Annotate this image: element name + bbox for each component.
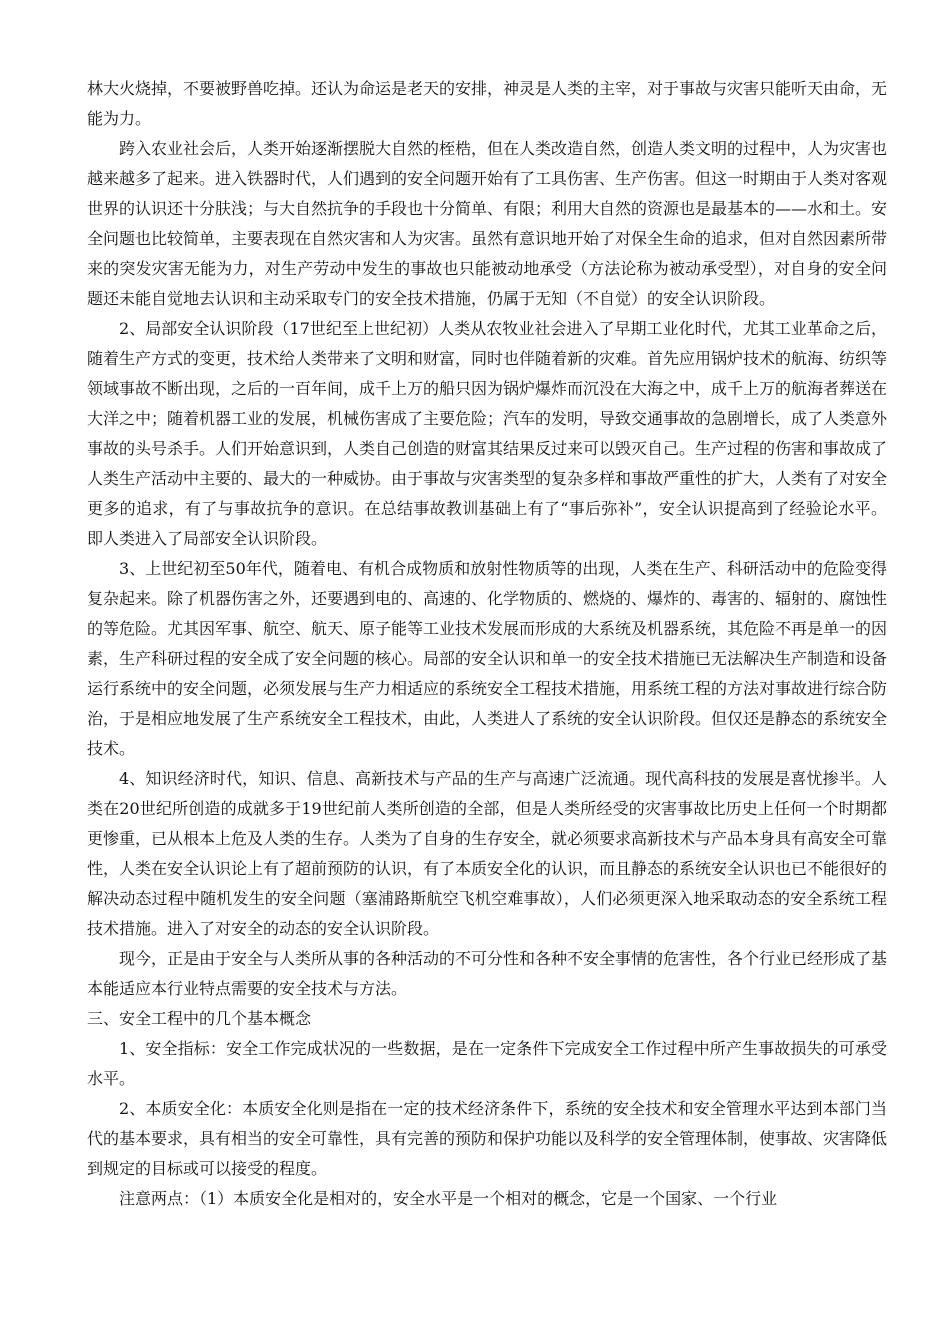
paragraph-system-safety-stage: 3、上世纪初至50年代，随着电、有机合成物质和放射性物质等的出现，人类在生产、科研活动中的危险变得复杂起来。除了机器伤害之外，还要遇到电的、高速的、化学物质的、燃烧的、爆炸的、毒害的、辐射的、腐蚀性的等危险。尤其因军事、航空、航天、原子能等工业技术发展而形成的大系统及机器系统，其危险不再是单一的因素，生产科研过程的安全成了安全问题的核心。局部的安全认识和单一的安全技术措施已无法解决生产制造和设备运行系统中的安全问题，必须发展与生产力相适应的系统安全工程技术措施，用系统工程的方法对事故进行综合防治，于是相应地发展了生产系统安全工程技术，由此，人类进人了系统的安全认识阶段。但仅还是静态的系统安全技术。 [87,559,888,758]
paragraph-present-day: 现今，正是由于安全与人类所从事的各种活动的不可分性和各种不安全事情的危害性，各个行业已经形成了基本能适应本行业特点需要的安全技术与方法。 [87,949,888,998]
paragraph-agricultural-society: 跨入农业社会后，人类开始逐渐摆脱大自然的桎梏，但在人类改造自然，创造人类文明的过程中，人为灾害也越来越多了起来。进入铁器时代，人们遇到的安全问题开始有了工具伤害、生产伤害。但这一时期由于人类对客观世界的认识还十分肤浅；与大自然抗争的手段也十分简单、有限；利用大自然的资源也是最基本的——水和土。安全问题也比较简单，主要表现在自然灾害和人为灾害。虽然有意识地开始了对保全生命的追求，但对自然因素所带来的突发灾害无能为力，对生产劳动中发生的事故也只能被动地承受（方法论称为被动承受型），对自身的安全问题还未能自觉地去认识和主动采取专门的安全技术措施，仍属于无知（不自觉）的安全认识阶段。 [87,139,888,308]
paragraph-safety-indicator: 1、安全指标：安全工作完成状况的一些数据，是在一定条件下完成安全工作过程中所产生事故损失的可承受水平。 [87,1039,887,1088]
paragraph-dynamic-safety-stage: 4、知识经济时代，知识、信息、高新技术与产品的生产与高速广泛流通。现代高科技的发展是喜忧掺半。人类在20世纪所创造的成就多于19世纪前人类所创造的全部，但是人类所经受的灾害事故比历史上任何一个时期都更惨重，已从根本上危及人类的生存。人类为了自身的生存安全，就必须要求高新技术与产品本身具有高安全可靠性，人类在安全认识论上有了超前预防的认识，有了本质安全化的认识，而且静态的系统安全认识也已不能很好的解决动态过程中随机发生的安全问题（塞浦路斯航空飞机空难事故），人们必须更深入地采取动态的安全系统工程技术措施。进入了对安全的动态的安全认识阶段。 [87,769,888,938]
section-heading-basic-concepts: 三、安全工程中的几个基本概念 [87,1009,312,1028]
paragraph-intrinsic-safety: 2、本质安全化：本质安全化则是指在一定的技术经济条件下，系统的安全技术和安全管理水平达到本部门当代的基本要求，具有相当的安全可靠性，具有完善的预防和保护功能以及科学的安全管理体制，使事故、灾害降低到规定的目标或可以接受的程度。 [87,1099,888,1178]
document-page [87,74,887,1214]
paragraph-continuation: 林大火烧掉，不要被野兽吃掉。还认为命运是老天的安排，神灵是人类的主宰，对于事故与灾害只能听天由命，无能为力。 [87,79,888,128]
paragraph-two-notes: 注意两点：（1）本质安全化是相对的，安全水平是一个相对的概念，它是一个国家、一个行业 [119,1189,778,1208]
paragraph-local-safety-stage: 2、局部安全认识阶段（17世纪至上世纪初）人类从农牧业社会进入了早期工业化时代，尤其工业革命之后，随着生产方式的变更，技术给人类带来了文明和财富，同时也伴随着新的灾难。首先应用锅炉技术的航海、纺织等领域事故不断出现，之后的一百年间，成千上万的船只因为锅炉爆炸而沉没在大海之中，成千上万的航海者葬送在大洋之中；随着机器工业的发展，机械伤害成了主要危险；汽车的发明，导致交通事故的急剧增长，成了人类意外事故的头号杀手。人们开始意识到，人类自己创造的财富其结果反过来可以毁灭自己。生产过程的伤害和事故成了人类生产活动中主要的、最大的一种威协。由于事故与灾害类型的复杂多样和事故严重性的扩大，人类有了对安全更多的追求，有了与事故抗争的意识。在总结事故教训基础上有了“事后弥补”，安全认识提高到了经验论水平。即人类进入了局部安全认识阶段。 [87,319,888,548]
